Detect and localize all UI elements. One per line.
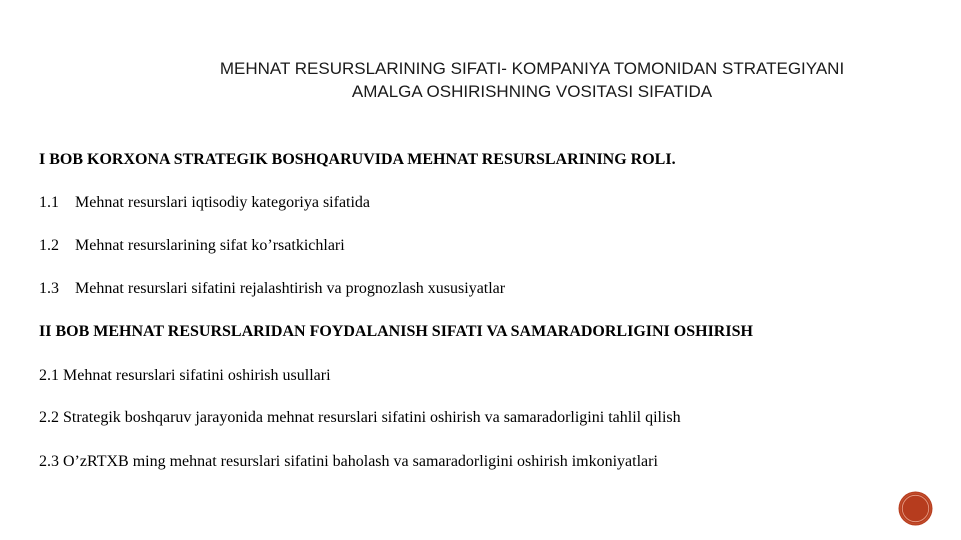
section-text: Mehnat resurslari sifatini rejalashtirish va prognozlash xususiyatlar [75, 280, 506, 297]
section-text: Mehnat resurslarining sifat ko’rsatkichlari [75, 237, 345, 254]
slide-number-badge-icon [898, 491, 933, 526]
slide-title [160, 57, 904, 103]
section-number: 1.1 [39, 194, 59, 211]
section-text: Mehnat resurslari iqtisodiy kategoriya sifatida [75, 194, 371, 211]
section-number: 1.2 [39, 237, 59, 254]
section-number: 1.3 [39, 280, 59, 297]
section-2-3: 2.3 O’zRTXB ming mehnat resurslari sifatini baholash va samaradorligini oshirish imkoniyatlari [39, 453, 658, 470]
chapter-1-heading: I BOB KORXONA STRATEGIK BOSHQARUVIDA MEHNAT RESURSLARINING ROLI. [39, 151, 676, 168]
section-2-2: 2.2 Strategik boshqaruv jarayonida mehnat resurslari sifatini oshirish va samaradorligini tahlil qilish [39, 409, 681, 426]
section-1-1 [39, 193, 370, 213]
title-line-1: MEHNAT RESURSLARINING SIFATI- KOMPANIYA TOMONIDAN STRATEGIYANI [219, 59, 845, 78]
title-line-2: AMALGA OSHIRISHNING VOSITASI SIFATIDA [351, 82, 713, 101]
section-2-1: 2.1 Mehnat resurslari sifatini oshirish usullari [39, 367, 331, 384]
section-1-2 [39, 236, 345, 256]
section-1-3 [39, 279, 505, 299]
chapter-2-heading: II BOB MEHNAT RESURSLARIDAN FOYDALANISH SIFATI VA SAMARADORLIGINI OSHIRISH [39, 323, 753, 340]
